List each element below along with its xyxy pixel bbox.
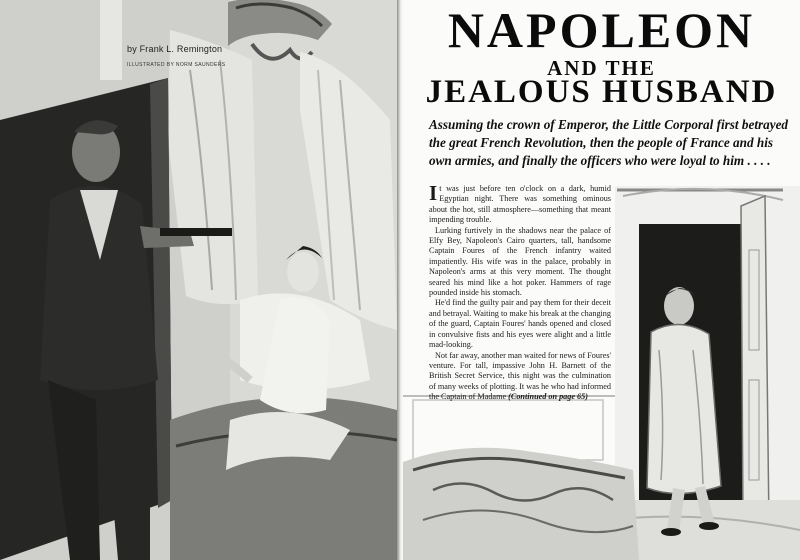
illustrator-credit: ILLUSTRATED BY NORM SAUNDERS	[127, 62, 226, 68]
paragraph-4-text: Not far away, another man waited for news of Foures' venture. For tall, impassive John H. Barnett of the British Secret Service, this night was the culmination of many weeks of plotting. It was he who had informed the Captain of Madame	[429, 350, 612, 402]
paragraph-3: He'd find the guilty pair and pay them for their deceit and betrayal. Waiting to make his break at the changing of the guard, Captain Foures' hands opened and closed in convulsive fists and his eyes were alight and a little mad-looking.	[429, 298, 611, 350]
paragraph-4	[429, 351, 611, 403]
paragraph-2: Lurking furtively in the shadows near the palace of Elfy Bey, Napoleon's Cairo quarters, tall, handsome Captain Foures of the French infantry waited impatiently. His wife was in the palace, probably in Napoleon's arms at this very moment. The thought seared his mind like a hot poker. Hammers of rage pounded inside his stomach.	[429, 225, 611, 298]
paragraph-1-text: t was just before ten o'clock on a dark, humid Egyptian night. There was something ominous about the hot, still atmosphere—something that meant impending trouble.	[429, 184, 611, 225]
bed-footboard	[403, 448, 639, 560]
title-line-1: NAPOLEON	[447, 2, 756, 58]
gunman-and-woman-illustration	[0, 0, 397, 560]
right-page	[403, 0, 800, 560]
drop-cap: I	[429, 181, 438, 205]
left-page	[0, 0, 397, 560]
title-line-3: JEALOUS HUSBAND	[425, 74, 778, 110]
title-line-2: AND THE	[547, 56, 656, 80]
continued-note: (Continued on page 65)	[508, 392, 588, 402]
article-body	[429, 181, 612, 403]
article-deck: Assuming the crown of Emperor, the Little Corporal first betrayed the great French Revolution, then the people of France and his own armies, and finally the officers who were loyal to him . . . .	[429, 117, 789, 168]
byline: by Frank L. Remington	[127, 44, 223, 54]
paragraph-1	[429, 181, 611, 226]
